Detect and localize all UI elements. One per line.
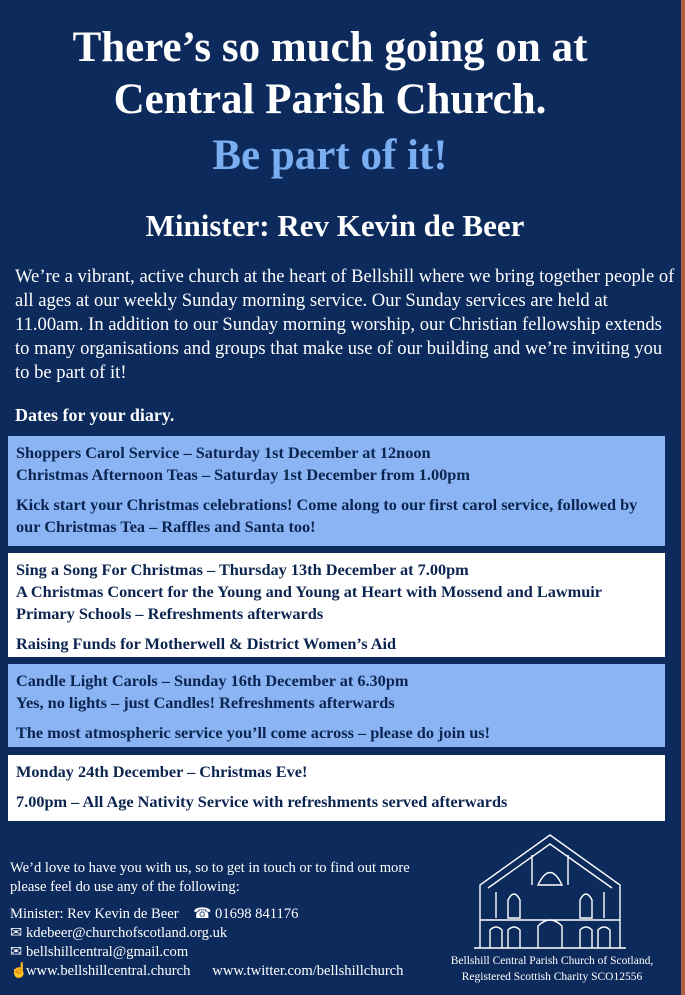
- phone-number[interactable]: 01698 841176: [215, 906, 299, 922]
- event-line: Monday 24th December – Christmas Eve!: [16, 762, 308, 781]
- event-note: Raising Funds for Motherwell & District Women’s Aid: [16, 634, 397, 653]
- event-line: Christmas Afternoon Teas – Saturday 1st December from 1.00pm: [16, 465, 470, 484]
- event-line: Candle Light Carols – Sunday 16th December at 6.30pm: [16, 671, 409, 690]
- event-note: 7.00pm – All Age Nativity Service with refreshments served afterwards: [16, 792, 508, 811]
- charity-line-2: Registered Scottish Charity SCO12556: [461, 971, 643, 983]
- pointer-hand-icon: ☝: [10, 963, 29, 979]
- intro-paragraph: We’re a vibrant, active church at the heart of Bellshill where we bring together people of all ages at our weekly Sunday morning service. Our Sunday services are held at 11.00am. In addition to our Sunday morning worship, our Christian fellowship extends to many organisations and groups that make use of our building and we’re inviting you to be part of it!: [15, 266, 675, 383]
- envelope-icon: ✉: [10, 925, 23, 941]
- dates-heading: Dates for your diary.: [15, 405, 175, 425]
- contact-intro: We’d love to have you with us, so to get in touch or to find out more please feel do use any of the following:: [10, 860, 410, 895]
- headline-line-2: Central Parish Church.: [113, 76, 547, 123]
- phone-icon: ☎: [193, 906, 212, 922]
- web-row: [10, 962, 403, 981]
- event-line: Yes, no lights – just Candles! Refreshments afterwards: [16, 693, 395, 712]
- event-box-carol-service: [8, 436, 665, 546]
- event-box-candle-light-carols: [8, 664, 665, 747]
- charity-info: [432, 953, 672, 985]
- event-note: The most atmospheric service you’ll come across – please do join us!: [16, 723, 491, 742]
- event-note: Kick start your Christmas celebrations! Come along to our first carol service, followed by our Christmas Tea – Raffles and Santa too!: [16, 495, 638, 536]
- charity-line-1: Bellshill Central Parish Church of Scotland,: [450, 955, 654, 967]
- email-link-minister[interactable]: kdebeer@churchofscotland.org.uk: [26, 925, 228, 941]
- headline-line-1: There’s so much going on at: [72, 24, 588, 71]
- event-box-sing-a-song: [8, 553, 665, 657]
- contact-list: [10, 905, 403, 981]
- event-line: Shoppers Carol Service – Saturday 1st December at 12noon: [16, 443, 431, 462]
- minister-label: Minister: Rev Kevin de Beer: [10, 906, 179, 922]
- event-box-christmas-eve: [8, 755, 665, 821]
- minister-contact-row: [10, 905, 403, 924]
- minister-heading: Minister: Rev Kevin de Beer: [145, 208, 525, 243]
- event-line: A Christmas Concert for the Young and Young at Heart with Mossend and Lawmuir Primary Schools – Refreshments afterwards: [16, 582, 602, 623]
- church-building-illustration: [470, 830, 630, 950]
- event-line: Sing a Song For Christmas – Thursday 13th December at 7.00pm: [16, 560, 469, 579]
- email-link-church[interactable]: bellshillcentral@gmail.com: [26, 944, 189, 960]
- envelope-icon: ✉: [10, 944, 23, 960]
- twitter-link[interactable]: www.twitter.com/bellshillchurch: [212, 963, 404, 979]
- email-row-1: [10, 924, 403, 943]
- website-link[interactable]: www.bellshillcentral.church: [26, 963, 191, 979]
- email-row-2: [10, 943, 403, 962]
- headline-call-to-action: Be part of it!: [212, 132, 448, 179]
